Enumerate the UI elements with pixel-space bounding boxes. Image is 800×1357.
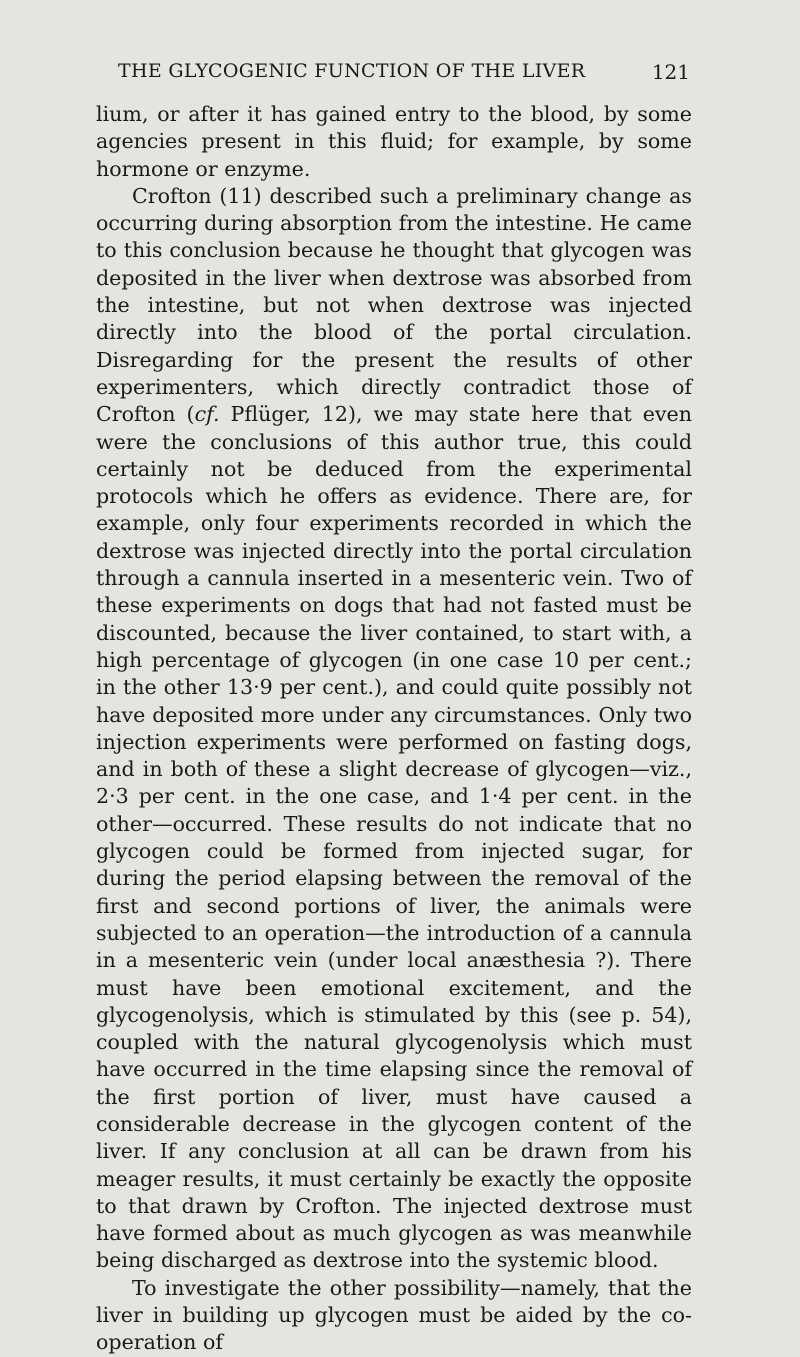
paragraph-investigate: To investigate the other possibility—namely, that the liver in building up glycogen must be aided by the co-operation of: [96, 1275, 692, 1355]
citation-cf: cf.: [194, 402, 220, 427]
paragraph-crofton-start: Crofton (11) described such a preliminary change as occurring during absorption from the intestine. He came to this conclusion because he thought that glycogen was deposited in the liver when dextrose was absorbed from the intestine, but not when dextrose was injected directly into the blood of the portal circulation. Disregarding for the present the results of other experimenters, which directly contradict those of Crofton (: [96, 183, 692, 427]
running-head: [110, 60, 690, 94]
paragraph-crofton-rest: Pflüger, 12), we may state here that even were the conclusions of this author true, this could certainly not be deduced from the experimental protocols which he offers as evidence. There are, for example, only four experiments recorded in which the dextrose was injected directly into the portal circulation through a cannula inserted in a mesenteric vein. Two of these experiments on dogs that had not fasted must be discounted, because the liver contained, to start with, a high percentage of glycogen (in one case 10 per cent.; in the other 13·9 per cent.), and could quite possibly not have deposited more under any circumstances. Only two injection experiments were performed on fasting dogs, and in both of these a slight decrease of glycogen—viz., 2·3 per cent. in the one case, and 1·4 per cent. in the other—occurred. These results do not indicate that no glycogen could be formed from injected sugar, for during the period elapsing between the removal of the first and second portions of liver, the animals were subjected to an operation—the introduction of a cannula in a mesenteric vein (under local anæsthesia ?). There must have been emotional excitement, and the glycogenolysis, which is stimulated by this (see p. 54), coupled with the natural glycogenolysis which must have occurred in the time elapsing since the removal of the first portion of liver, must have caused a considerable decrease in the glycogen content of the liver. If any conclusion at all can be drawn from his meager results, it must certainly be exactly the opposite to that drawn by Crofton. The injected dextrose must have formed about as much glycogen as was meanwhile being discharged as dextrose into the systemic blood.: [96, 402, 693, 1273]
paragraph-continuation: lium, or after it has gained entry to the blood, by some agencies present in this fluid; for example, by some hormone or enzyme.: [96, 102, 692, 181]
paragraph-crofton: [96, 183, 692, 1275]
running-title: THE GLYCOGENIC FUNCTION OF THE LIVER: [118, 60, 586, 82]
body-text: [96, 101, 692, 1357]
page-number: 121: [651, 60, 690, 84]
